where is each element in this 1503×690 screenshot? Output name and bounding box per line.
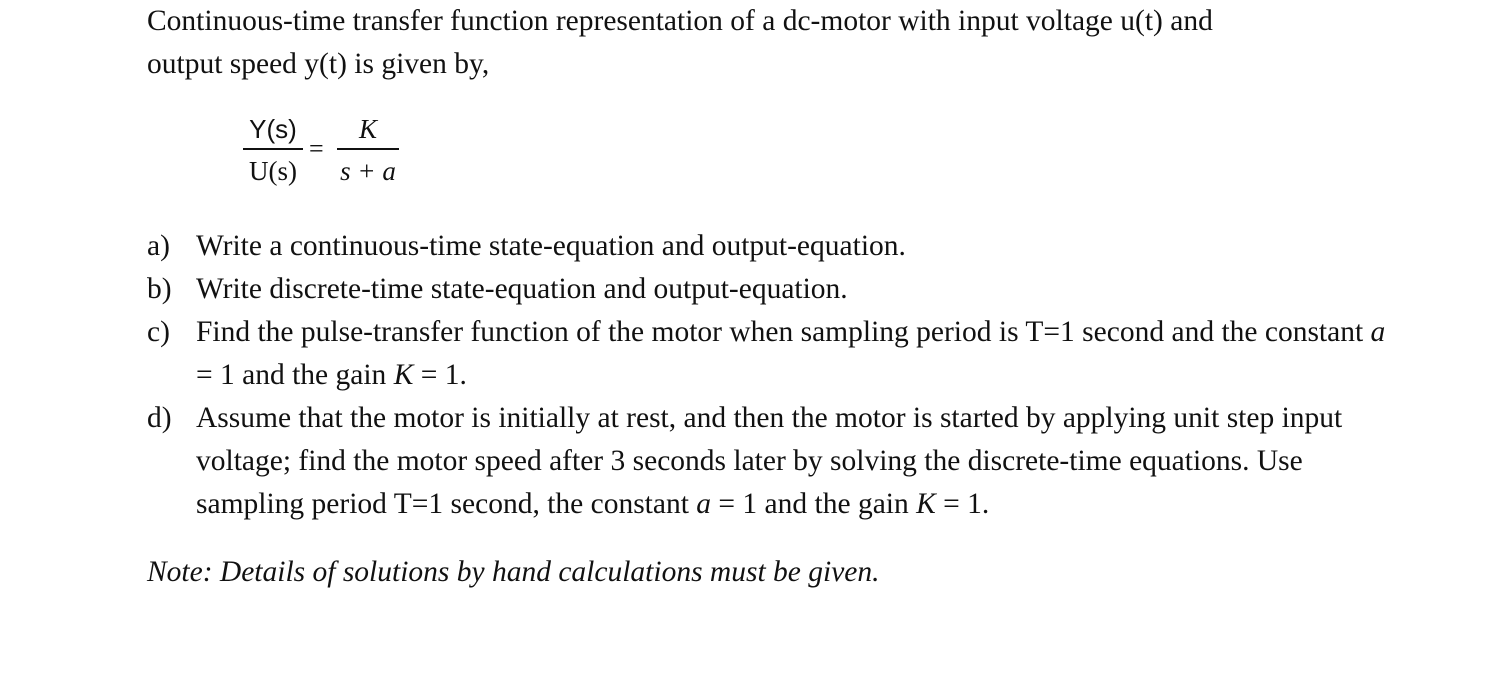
question-text: Write discrete-time state-equation and output-equation. <box>196 273 848 305</box>
problem-intro <box>147 0 1377 86</box>
lhs-numerator: Y(s) <box>249 114 297 144</box>
question-marker: c) <box>147 316 170 348</box>
question-text-part-1: Find the pulse-transfer function of the motor when sampling period is T=1 second and the constant <box>196 316 1371 348</box>
question-item-b <box>147 268 1387 311</box>
question-text-part-3: = 1. <box>413 359 467 391</box>
variable-k: K <box>393 359 414 391</box>
intro-line-1: Continuous-time transfer function representation of a dc-motor with input voltage u(t) and <box>147 5 1213 37</box>
rhs-fraction-bar <box>337 148 399 150</box>
question-item-d <box>147 397 1387 526</box>
question-text: Write a continuous-time state-equation and output-equation. <box>196 230 906 262</box>
lhs-fraction <box>243 112 303 188</box>
lhs-denominator: U(s) <box>249 155 297 186</box>
question-marker: d) <box>147 402 172 434</box>
question-item-c <box>147 311 1387 397</box>
question-item-a <box>147 225 1387 268</box>
lhs-fraction-bar <box>243 148 303 150</box>
variable-a: a <box>1370 316 1386 348</box>
question-text-part-1: Assume that the motor is initially at rest, and then the motor is started by applying unit step input voltage; find the motor speed after 3 seconds later by solving the discrete-time equations. Use sampling period T=1 second, the constant <box>196 402 1343 520</box>
rhs-denominator: s + a <box>340 155 396 186</box>
transfer-function-equation <box>243 112 503 194</box>
question-list <box>147 225 1387 526</box>
equals-sign: = <box>309 134 324 163</box>
variable-a: a <box>696 488 712 520</box>
variable-k: K <box>916 488 936 520</box>
question-text-part-2: = 1 and the gain <box>711 488 917 520</box>
rhs-numerator: K <box>358 114 377 144</box>
question-marker: a) <box>147 230 170 262</box>
note-text: Note: Details of solutions by hand calculations must be given. <box>147 556 880 588</box>
rhs-fraction <box>337 112 399 188</box>
question-text-part-2: = 1 and the gain <box>196 359 394 391</box>
question-text-part-3: = 1. <box>935 488 990 520</box>
intro-line-2: output speed y(t) is given by, <box>147 48 490 80</box>
question-marker: b) <box>147 273 172 305</box>
